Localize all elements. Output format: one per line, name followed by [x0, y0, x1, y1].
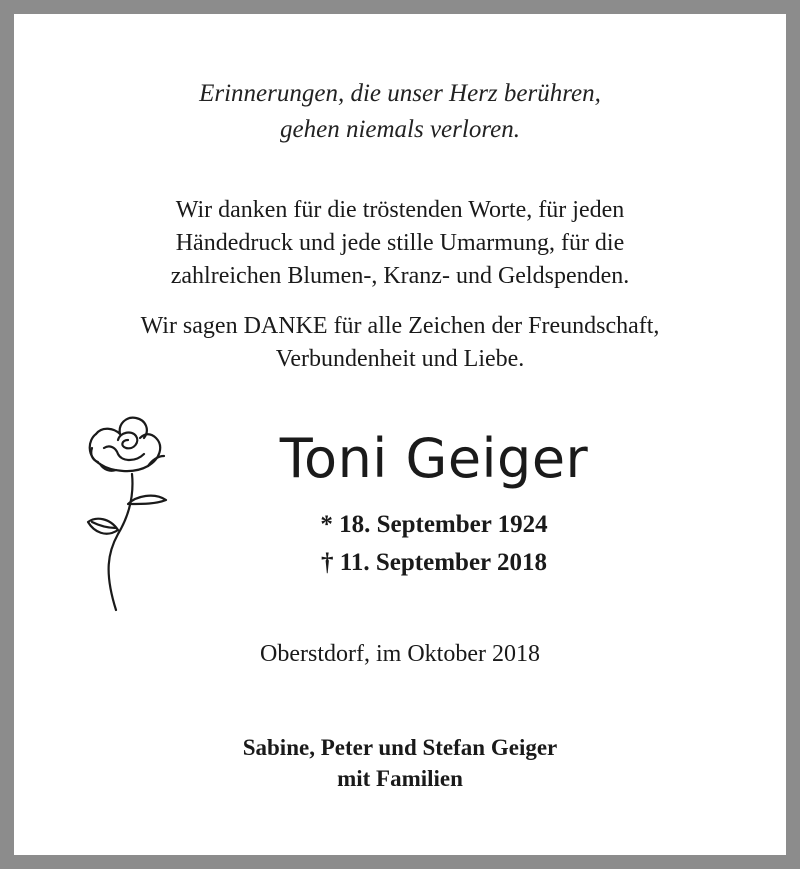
motto-line-1: Erinnerungen, die unser Herz berühren,	[199, 80, 601, 107]
deceased-name: Toni Geiger	[279, 427, 589, 490]
danke-line-2: Verbundenheit und Liebe.	[275, 346, 525, 372]
thanks-line-2: Händedruck und jede stille Umarmung, für die	[175, 230, 625, 256]
thanks-paragraph	[14, 194, 786, 293]
death-date: † 11. September 2018	[321, 549, 547, 576]
life-dates	[134, 506, 734, 582]
birth-date: * 18. September 1924	[320, 511, 548, 538]
danke-line-1: Wir sagen DANKE für alle Zeichen der Freundschaft,	[140, 313, 660, 339]
thanks-line-3: zahlreichen Blumen-, Kranz- und Geldspenden.	[170, 263, 630, 289]
obituary-notice	[14, 14, 786, 855]
signature	[14, 732, 786, 794]
motto-line-2: gehen niemals verloren.	[280, 116, 520, 143]
thanks-line-1: Wir danken für die tröstenden Worte, für jeden	[175, 197, 625, 223]
signature-line-1: Sabine, Peter und Stefan Geiger	[242, 735, 558, 760]
place-and-date: Oberstdorf, im Oktober 2018	[260, 641, 540, 667]
motto-quote	[14, 76, 786, 148]
signature-line-2: mit Familien	[337, 766, 463, 791]
danke-paragraph	[14, 310, 786, 376]
